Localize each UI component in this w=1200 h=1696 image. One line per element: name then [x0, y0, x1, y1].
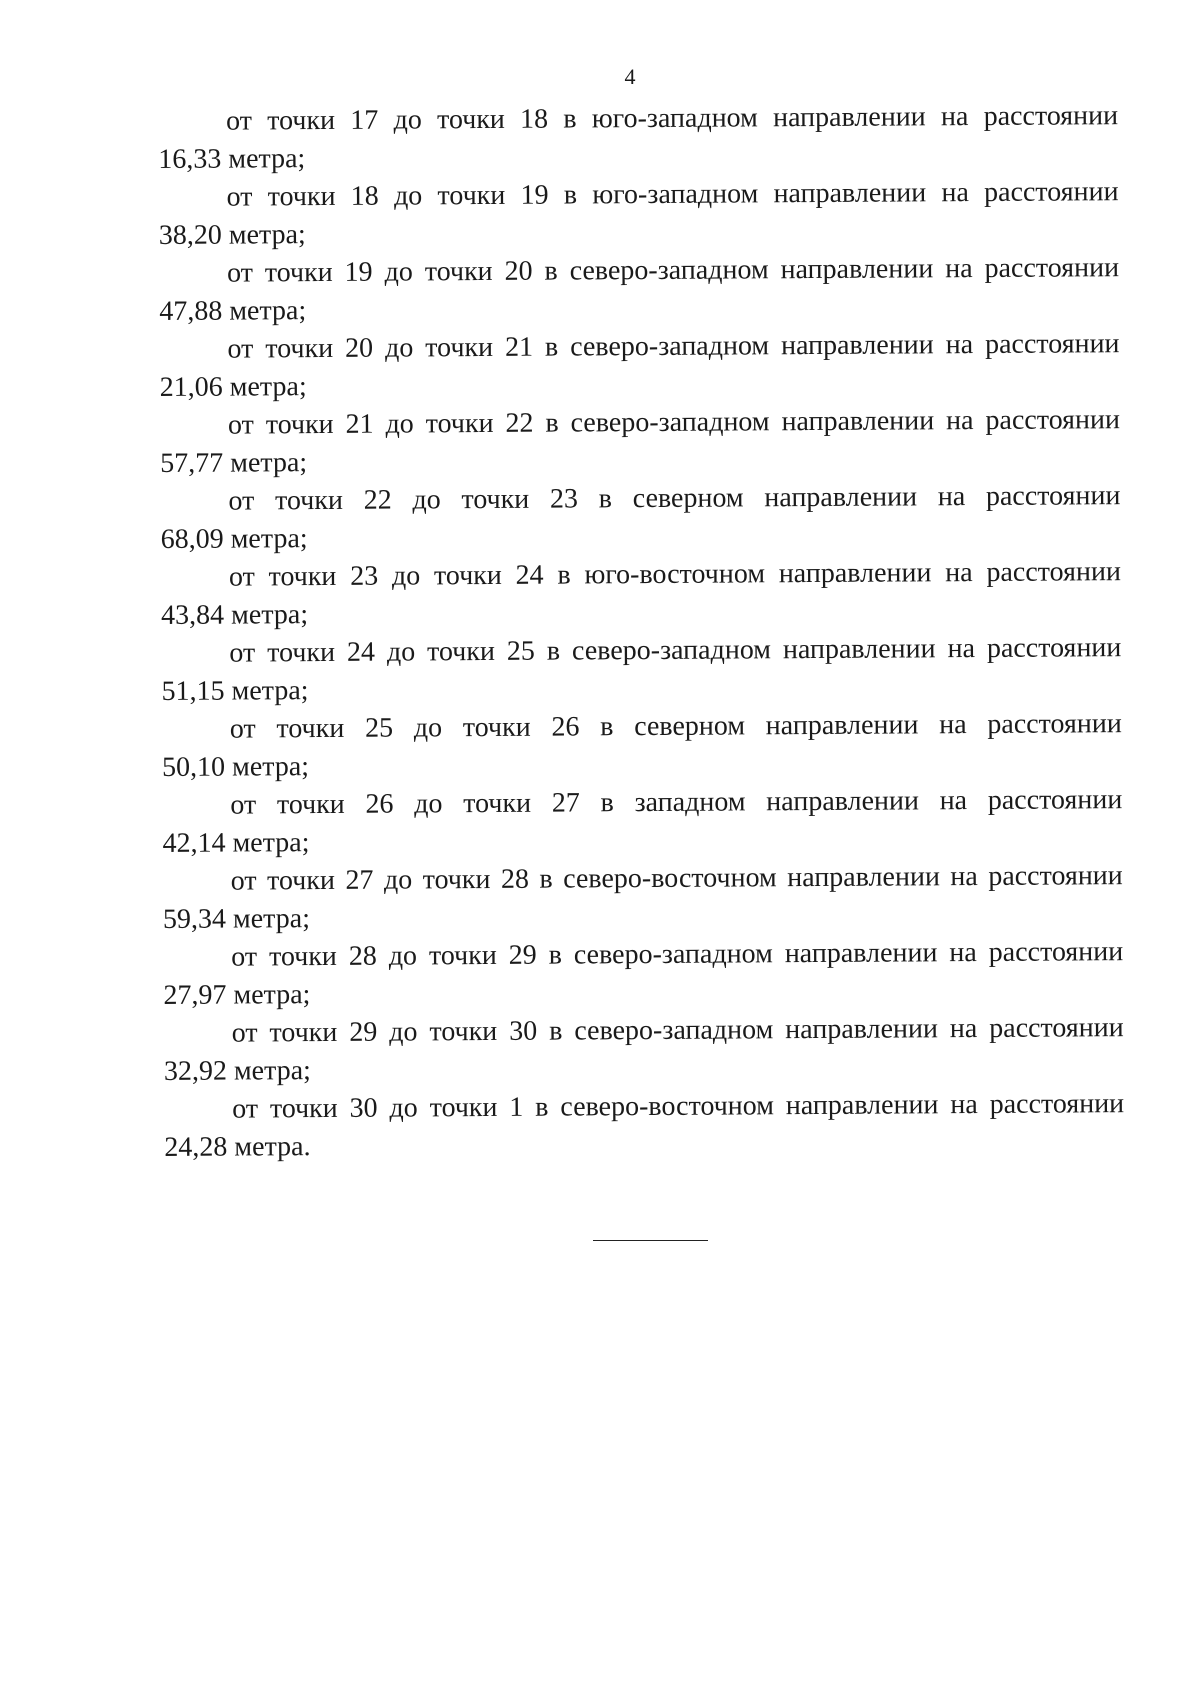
segment-distance: 50,10 метра; — [161, 751, 310, 783]
segment-distance: 42,14 метра; — [162, 827, 310, 859]
segment-text: от точки 19 до точки 20 в северо-западном направлении на расстоянии — [226, 252, 1120, 289]
segment-item — [164, 1085, 1124, 1167]
segment-text: от точки 30 до точки 1 в северо-восточном направлении на расстоянии — [232, 1088, 1125, 1125]
segment-text: от точки 26 до точки 27 в западном направлении на расстоянии — [230, 784, 1123, 821]
segment-item — [158, 97, 1118, 179]
segment-distance: 38,20 метра; — [158, 219, 306, 251]
segment-distance: 21,06 метра; — [159, 371, 307, 403]
segment-distance: 43,84 метра; — [161, 599, 309, 631]
segment-item — [159, 249, 1119, 331]
segment-distance: 16,33 метра; — [158, 143, 306, 175]
segment-text: от точки 27 до точки 28 в северо-восточном направлении на расстоянии — [230, 860, 1123, 897]
segment-item — [161, 553, 1121, 635]
segment-distance: 32,92 метра; — [163, 1055, 311, 1087]
segment-distance: 47,88 метра; — [159, 295, 307, 327]
segment-item — [160, 401, 1120, 483]
segment-distance: 57,77 метра; — [160, 447, 308, 479]
segment-text: от точки 21 до точки 22 в северо-западном направлении на расстоянии — [227, 404, 1121, 441]
segment-text: от точки 29 до точки 30 в северо-западном направлении на расстоянии — [231, 1012, 1124, 1049]
segment-distance: 68,09 метра; — [160, 523, 308, 555]
segment-distance: 27,97 метра; — [163, 979, 311, 1011]
segment-text: от точки 22 до точки 23 в северном направлении на расстоянии — [228, 480, 1121, 517]
segment-item — [162, 781, 1122, 863]
segment-item — [163, 933, 1123, 1015]
segment-text: от точки 28 до точки 29 в северо-западном направлении на расстоянии — [231, 936, 1124, 973]
segment-item — [164, 1009, 1124, 1091]
segment-text: от точки 20 до точки 21 в северо-западном направлении на расстоянии — [227, 328, 1120, 365]
segment-item — [163, 857, 1123, 939]
segment-distance: 59,34 метра; — [162, 903, 311, 935]
segment-distance: 51,15 метра; — [161, 675, 309, 707]
segment-text: от точки 25 до точки 26 в северном направлении на расстоянии — [229, 708, 1122, 745]
segment-text: от точки 24 до точки 25 в северо-западном направлении на расстоянии — [229, 632, 1122, 669]
end-separator-line — [593, 1240, 708, 1241]
segment-item — [161, 629, 1121, 711]
segment-text: от точки 18 до точки 19 в юго-западном направлении на расстоянии — [226, 176, 1119, 213]
segment-item — [158, 173, 1118, 255]
segment-text: от точки 23 до точки 24 в юго-восточном направлении на расстоянии — [228, 556, 1121, 593]
segment-item — [159, 325, 1119, 407]
segment-item — [160, 477, 1120, 559]
segment-text: от точки 17 до точки 18 в юго-западном направлении на расстоянии — [226, 100, 1119, 137]
boundary-description — [158, 97, 1124, 1167]
segment-item — [162, 705, 1122, 787]
segment-distance: 24,28 метра. — [164, 1131, 311, 1163]
page-number: 4 — [624, 64, 636, 89]
